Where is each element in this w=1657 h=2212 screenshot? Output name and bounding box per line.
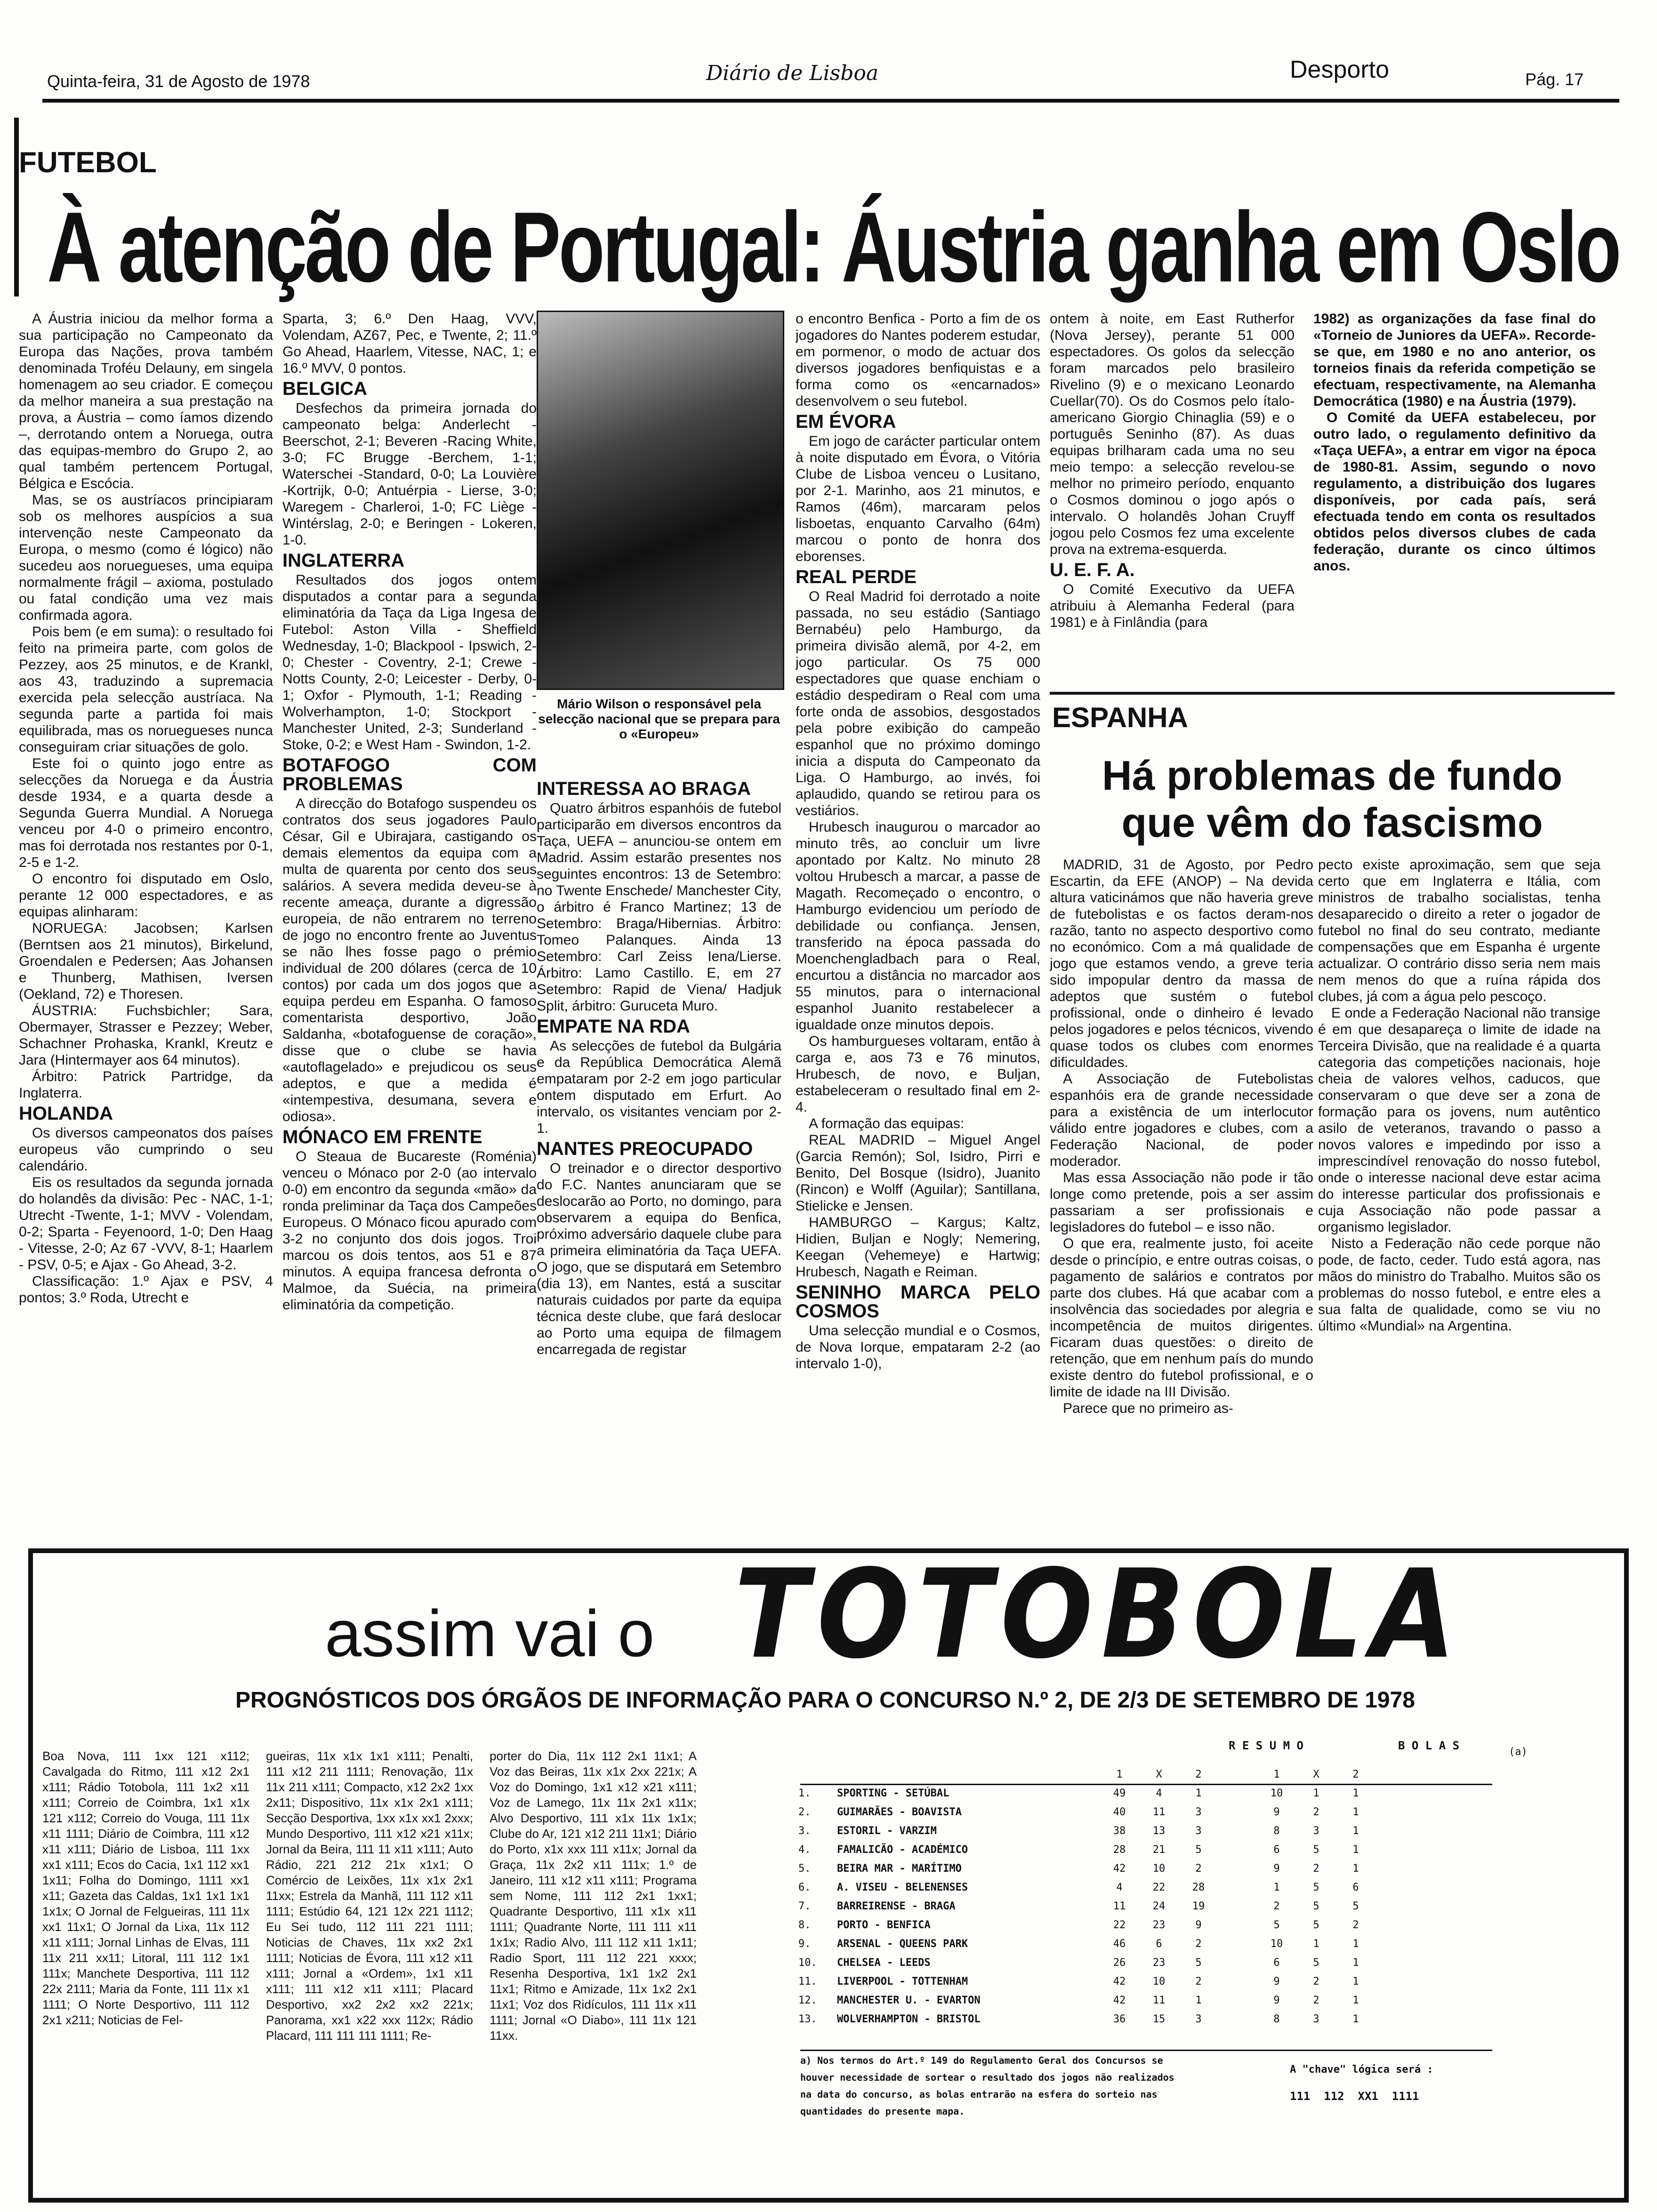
section-name: Desporto xyxy=(1290,56,1389,83)
bolas-x: 3 xyxy=(1313,2013,1319,2025)
bolas-1: 9 xyxy=(1273,1994,1280,2006)
spacer xyxy=(1061,1803,1100,1821)
resumo-2: 1 xyxy=(1195,1994,1202,2006)
paragraph: Eis os resultados da segunda jornada do holandês da divisão: Pec - NAC, 1-1; Utrecht -Twente, 1-1; MVV - Volendam, 0-2; Sparta - Feyenoord, 1-0; Den Haag - Vitesse, 2-0; Az 67 -VVV, 8-1; Haarlem - PSV, 0-5; e Ajax - Go Ahead, 3-2. xyxy=(19,1175,273,1273)
resumo-x: 21 xyxy=(1152,1843,1166,1856)
game-number: 9. xyxy=(798,1938,811,1950)
resumo-label: R E S U M O xyxy=(1229,1739,1303,1752)
table-row xyxy=(796,1878,1375,1897)
bolas-x: 5 xyxy=(1313,1956,1319,1969)
prognosticos-column-2: gueiras, 11x x1x 1x1 x111; Penalti, 111 x12 211 1111; Renovação, 11x 11x 211 x111; Compacto, x12 2x2 1xx 2x11; Dispositivo, 11x x1x 2x1 x111; Secção Desportiva, 1xx x1x xx1 2xxx; Mundo Desportivo, 111 x12 x21 x11x; Jornal da Beira, 111 11 x11 x111; Auto Rádio, 221 212 21x x1x1; O Comércio de Leixões, 11x x1x 2x1 11xx; Estrela da Manhã, 111 112 x11 1111; Estúdio 64, 121 12x 221 1112; Eu Sei tudo, 112 111 221 1111; Noticias de Chaves, 11x xx2 2x1 1111; Noticias de Évora, 111 x12 x11 x111; Jornal a «Ordem», 1x1 x11 x111; 111 x12 x11 x111; Placard Desportivo, xx2 2x2 xx2 221x; Panorama, xx1 x22 xxx 112x; Rádio Placard, 111 111 111 1111; Re- xyxy=(266,1749,473,2043)
game-teams: MANCHESTER U. - EVARTON xyxy=(837,1994,981,2006)
article-column-4 xyxy=(796,311,1040,1723)
col-header: X xyxy=(1156,1768,1162,1780)
subhead-botafogo: BOTAFOGO COM PROBLEMAS xyxy=(282,755,537,794)
bolas-2: 1 xyxy=(1352,1862,1359,1875)
bolas-2: 1 xyxy=(1352,1975,1359,1988)
paragraph: ontem à noite, em East Rutherfor (Nova Jersey), perante 51 000 espectadores. Os golos da selecção foram marcados pelo brasileiro Rivelino (9) e o mexicano Leonardo Cuellar(70). Os do Cosmos pelo ítalo-americano Giorgio Chinaglia (59) e o português Seninho (87). As duas equipas brilharam cada uma no seu meio tempo: a selecção revelou-se melhor no primeiro período, enquanto o Cosmos dominou o jogo após o intervalo. O holandês Johan Cruyff jogou pelo Cosmos fez uma excelente prova na extrema-esquerda. xyxy=(1050,311,1295,557)
table-header-row xyxy=(796,1765,1375,1784)
espanha-headline-2: que vêm do fascismo xyxy=(1121,799,1543,846)
table-row xyxy=(796,2010,1375,2028)
spacer xyxy=(1218,1859,1257,1878)
paragraph: REAL MADRID – Miguel Angel (Garcia Remón); Sol, Isidro, Pirri e Benito, Del Bosque (Isidro), Juanito (Rincon) e Wolff (Aguilar); Santillana, Stielicke e Jensen. xyxy=(796,1132,1040,1214)
spacer xyxy=(1218,1803,1257,1821)
resumo-2: 2 xyxy=(1195,1938,1202,1950)
issue-date: Quinta-feira, 31 de Agosto de 1978 xyxy=(47,72,310,91)
paragraph: Os hamburgueses voltaram, então à carga e, aos 73 e 76 minutos, Hrubesch, de novo, e Buljan, estabeleceram o resultado final em 2-4. xyxy=(796,1034,1040,1115)
paragraph: As selecções de futebol da Bulgária e da República Democrática Alemã empataram por 2-2 em jogo particular ontem disputado em Erfurt. Ao intervalo, os visitantes venciam por 2-1. xyxy=(537,1038,781,1136)
spacer xyxy=(1061,2010,1100,2028)
paragraph: 1982) as organizações da fase final do «Torneio de Juniores da UEFA». Recorde-se que, em 1980 e no ano anterior, os torneios finais da referida competição se efectuam, respectivamente, na Alemanha Democrática (1980) e na Áustria (1979). xyxy=(1313,311,1596,409)
resumo-1: 46 xyxy=(1113,1938,1126,1950)
col-header: 2 xyxy=(1352,1768,1359,1780)
spacer xyxy=(1061,1991,1100,2010)
game-number: 10. xyxy=(798,1956,817,1969)
chave-value: 111 112 XX1 1111 xyxy=(1290,2090,1419,2103)
paragraph: O Comité da UEFA estabeleceu, por outro lado, o regulamento definitivo da «Taça UEFA», a entrar em vigor na época de 1980-81. Assim, segundo o novo regulamento, a distribuição dos lugares disponíveis, por cada país, será efectuada tendo em conta os resultados obtidos pelos diversos clubes de cada federação, durante os cinco últimos anos. xyxy=(1313,410,1596,574)
spacer xyxy=(1061,1878,1100,1897)
resumo-x: 11 xyxy=(1152,1994,1166,2006)
resumo-x: 15 xyxy=(1152,2013,1166,2025)
paragraph: O encontro foi disputado em Oslo, perante 12 000 espectadores, e as equipas alinharam: xyxy=(19,871,273,920)
article-column-1 xyxy=(19,311,273,1723)
table-row xyxy=(796,1821,1375,1840)
espanha-headline-1: Há problemas de fundo xyxy=(1102,752,1562,799)
paragraph: Resultados dos jogos ontem disputados a contar para a segunda eliminatória da Taça da Liga Ingesa de Futebol: Aston Villa - Sheffield Wednesday, 1-0; Blackpool - Ipswich, 2-0; Chester - Coventry, 2-1; Crewe - Notts County, 2-0; Leicester - Derby, 0-1; Oxfor - Plymouth, 1-1; Reading - Wolverhampton, 1-0; Stockport - Manchester United, 2-3; Sunderland - Stoke, 0-2; e West Ham - Swindon, 1-2. xyxy=(282,572,537,753)
game-number: 7. xyxy=(798,1900,811,1912)
game-teams: FAMALICÃO - ACADÉMICO xyxy=(837,1843,968,1856)
resumo-2: 5 xyxy=(1195,1956,1202,1969)
game-teams: A. VISEU - BELENENSES xyxy=(837,1881,968,1893)
subhead-real: REAL PERDE xyxy=(796,567,917,587)
game-number: 5. xyxy=(798,1862,811,1875)
spacer xyxy=(1218,1840,1257,1859)
game-number: 3. xyxy=(798,1825,811,1837)
resumo-x: 10 xyxy=(1152,1862,1166,1875)
note-rule xyxy=(800,2050,1492,2051)
page-number: Pág. 17 xyxy=(1525,70,1584,89)
article-column-6 xyxy=(1313,311,1596,687)
bolas-x: 2 xyxy=(1313,1975,1319,1988)
note-marker: (a) xyxy=(1509,1746,1528,1758)
bolas-1: 10 xyxy=(1270,1787,1283,1799)
paragraph: Sparta, 3; 6.º Den Haag, VVV, Volendam, AZ67, Pec, e Twente, 2; 11.º Go Ahead, Haarlem, Vitesse, NAC, 1; e 16.º MVV, 0 pontos. xyxy=(282,311,537,376)
bolas-1: 10 xyxy=(1270,1938,1283,1950)
resumo-1: 4 xyxy=(1116,1881,1123,1893)
bolas-1: 6 xyxy=(1273,1956,1280,1969)
paragraph: A Áustria iniciou da melhor forma a sua participação no Campeonato da Europa das Nações, prova também denominada Troféu Delauny, em singela homenagem ao seu criador. E começou da melhor maneira a sua prestação na prova, a Áustria – como íamos dizendo –, derrotando ontem a Noruega, outra das equipas-membro do Grupo 2, ao qual também pertencem Portugal, Bélgica e Escócia. xyxy=(19,311,273,491)
table-row xyxy=(796,1991,1375,2010)
game-teams: CHELSEA - LEEDS xyxy=(837,1956,931,1969)
table-row xyxy=(796,1784,1375,1803)
paragraph: Desfechos da primeira jornada do campeonato belga: Anderlecht - Beerschot, 2-1; Beveren -Racing White, 3-0; FC Brugge -Berchem, 1-1; Waterschei -Standard, 0-0; La Louvière -Kortrijk, 0-0; Antuérpia - Lierse, 3-0; Waregem - Charleroi, 1-0; FC Liège - Wintérslag, 2-0; e Beringen - Lokeren, 1-0. xyxy=(282,401,537,548)
spacer xyxy=(1218,1972,1257,1991)
subhead-rda: EMPATE NA RDA xyxy=(537,1016,690,1037)
bolas-x: 1 xyxy=(1313,1787,1319,1799)
game-teams: LIVERPOOL - TOTTENHAM xyxy=(837,1975,968,1988)
game-number: 8. xyxy=(798,1919,811,1931)
bolas-1: 8 xyxy=(1273,2013,1280,2025)
spacer xyxy=(1061,1934,1100,1953)
subhead-belgica: BELGICA xyxy=(282,378,367,399)
paragraph: A Associação de Futebolistas espanhóis era de grande necessidade para a existência de um interlocutor válido entre jogadores e clubes, com a Federação Nacional, de poder moderador. xyxy=(1050,1071,1313,1169)
prognosticos-column-3: porter do Dia, 11x 112 2x1 11x1; A Voz das Beiras, 11x x1x 2xx 221x; A Voz do Domingo, 1x1 x12 x21 x111; Voz de Lamego, 11x 11x 2x1 x11x; Alvo Desportivo, 111 x1x 11x 1x1x; Clube do Ar, 121 x12 211 11x1; Diário do Porto, x1x xxx 111 x11x; Jornal da Graça, 11x 2x2 x11 111x; 1.º de Janeiro, 111 x12 x11 x111; Programa sem Nome, 111 112 2x1 1xx1; Quadrante Desportivo, 111 x1x x11 1111; Quadrante Norte, 111 111 x11 1x1x; Radio Alvo, 111 112 x11 1x11; Radio Sport, 111 112 221 xxxx; Resenha Desportiva, 1x1 1x2 2x1 11x1; Ritmo e Amizade, 11x 1x2 2x1 11x1; Voz dos Ridículos, 111 11x x11 1111; Jornal «O Diabo», 111 11x 121 11xx. xyxy=(490,1749,697,2043)
game-number: 4. xyxy=(798,1843,811,1856)
resumo-2: 3 xyxy=(1195,1806,1202,1818)
table-row xyxy=(796,1897,1375,1915)
bolas-1: 8 xyxy=(1273,1825,1280,1837)
table-row xyxy=(796,1915,1375,1934)
resumo-1: 26 xyxy=(1113,1956,1126,1969)
game-teams: PORTO - BENFICA xyxy=(837,1919,931,1931)
resumo-1: 38 xyxy=(1113,1825,1126,1837)
portrait-photo xyxy=(537,311,784,690)
paragraph: Parece que no primeiro as- xyxy=(1063,1401,1233,1416)
resumo-x: 23 xyxy=(1152,1956,1166,1969)
spacer xyxy=(1061,1897,1100,1915)
section-label-futebol: FUTEBOL xyxy=(19,146,157,179)
resumo-1: 42 xyxy=(1113,1862,1126,1875)
table-row xyxy=(796,1859,1375,1878)
article-column-5 xyxy=(1050,311,1295,687)
game-teams: BARREIRENSE - BRAGA xyxy=(837,1900,956,1912)
spacer xyxy=(1218,1784,1257,1803)
resumo-table xyxy=(796,1765,1375,2028)
paragraph: Quatro árbitros espanhóis de futebol participarão em diversos encontros da Taça, UEFA – anunciou-se ontem em Madrid. Assim estarão presentes nos seguintes encontros: 13 de Setembro: no Twente Enschede/ Manchester City, o árbitro é Franco Martinez; 13 de Setembro: Braga/Hibernias. Árbitro: Tomeo Palanques. Ainda 13 Setembro: Carl Zeiss Iena/Lierse. Árbitro: Lamo Castillo. E, em 27 Setembro: Rapid de Viena/ Hadjuk Split, árbitro: Guruceta Muro. xyxy=(537,801,781,1014)
spacer xyxy=(1218,1934,1257,1953)
bolas-2: 5 xyxy=(1352,1900,1359,1912)
col-header: X xyxy=(1313,1768,1319,1780)
spacer xyxy=(1061,1953,1100,1972)
subhead-braga: INTERESSA AO BRAGA xyxy=(537,778,751,799)
resumo-1: 40 xyxy=(1113,1806,1126,1818)
table-rule xyxy=(800,1784,1492,1785)
table-row xyxy=(796,1972,1375,1991)
paragraph: Nisto a Federação não cede porque não pode, de facto, ceder. Tudo está agora, nas mãos do ministro do Trabalho. Muitos são os problemas do nosso futebol, e entre eles a sua falta de qualidade, como se viu no último «Mundial» na Argentina. xyxy=(1318,1236,1601,1334)
game-teams: GUIMARÃES - BOAVISTA xyxy=(837,1806,962,1818)
resumo-2: 5 xyxy=(1195,1843,1202,1856)
resumo-2: 28 xyxy=(1192,1881,1205,1893)
game-number: 13. xyxy=(798,2013,817,2025)
masthead: Diário de Lisboa xyxy=(706,61,879,85)
spacer xyxy=(1061,1915,1100,1934)
bolas-2: 1 xyxy=(1352,2013,1359,2025)
article-column-2 xyxy=(282,311,537,1723)
paragraph: MADRID, 31 de Agosto, por Pedro Escartin, da EFE (ANOP) – Na devida altura vaticinámos que não haveria greve de futebolistas e os factos deram-nos razão, tanto no aspecto desportivo como no económico. Com a má qualidade de jogo que estamos vendo, a greve teria sido impopular dentro da massa de adeptos que sustém o futebol profissional, onde o dinheiro é levado pelos jogadores e pelos técnicos, vivendo quase todos os clubes com enormes dificuldades. xyxy=(1050,857,1313,1070)
table-row xyxy=(796,1840,1375,1859)
paragraph: O Real Madrid foi derrotado a noite passada, no seu estádio (Santiago Bernabéu) pelo Hamburgo, da primeira divisão alemã, por 4-2, em jogo particular. Os 75 000 espectadores que quase enchiam o estádio despediram o Real com uma forte onda de assobios, desgostados pela pobre exibição do campeão espanhol que no próximo domingo inicia a disputa do Campeonato da Liga. O Hamburgo, ao invés, foi aplaudido, quando se retirou para os vestiários. xyxy=(796,589,1040,818)
resumo-x: 23 xyxy=(1152,1919,1166,1931)
paragraph: Este foi o quinto jogo entre as selecções da Noruega e da Áustria desde 1934, e a quarta desde a Segunda Guerra Mundial. A Noruega venceu por 4-0 o primeiro encontro, mas foi derrotada nos restantes por 0-1, 2-5 e 1-2. xyxy=(19,756,273,870)
subhead-inglaterra: INGLATERRA xyxy=(282,550,405,571)
resumo-2: 3 xyxy=(1195,2013,1202,2025)
bolas-2: 1 xyxy=(1352,1938,1359,1950)
game-number: 12. xyxy=(798,1994,817,2006)
col-header: 2 xyxy=(1195,1768,1202,1780)
prognosticos-column-1: Boa Nova, 111 1xx 121 x112; Cavalgada do Ritmo, 111 x12 2x1 x111; Rádio Totobola, 111 1x2 x11 x111; Correio de Coimbra, 1x1 x1x 121 x112; Correio do Vouga, 111 11x x11 1111; Diário de Coimbra, 111 x12 x11 x111; Diário de Lisboa, 111 1xx xx1 x111; Ecos do Cacia, 1x1 112 xx1 1x11; Folha do Domingo, 1111 xx1 x11; Gazeta das Caldas, 1x1 1x1 1x1 1x1x; O Jornal de Felgueiras, 111 11x xx1 11x1; O Jornal da Lixa, 11x 112 x11 x111; Jornal Linhas de Elvas, 111 11x 211 xx11; Litoral, 111 112 1x1 111x; Manchete Desportiva, 111 112 22x 2111; Maria da Fonte, 111 11x x1 1111; O Norte Desportivo, 111 112 2x1 x211; Noticias de Fel- xyxy=(42,1749,249,2027)
totobola-prefix: assim vai o xyxy=(325,1596,655,1670)
bolas-1: 6 xyxy=(1273,1843,1280,1856)
paragraph: Os diversos campeonatos dos países europeus vão cumprindo o seu calendário. xyxy=(19,1125,273,1174)
paragraph: Árbitro: Patrick Partridge, da Inglaterra. xyxy=(19,1069,273,1101)
paragraph: O treinador e o director desportivo do F.C. Nantes anunciaram que se deslocarão ao Porto, no domingo, para observarem a equipa do Benfica, próximo adversário daquele clube para a primeira eliminatória da Taça UEFA. O jogo, que se disputará em Setembro (dia 13), em Nantes, está a suscitar naturais cuidados por parte da equipa técnica deste clube, que fará deslocar ao Porto uma equipa de filmagem encarregada de registar xyxy=(537,1161,781,1357)
resumo-2: 19 xyxy=(1192,1900,1205,1912)
resumo-1: 42 xyxy=(1113,1975,1126,1988)
paragraph: Em jogo de carácter particular ontem à noite disputado em Évora, o Vitória Clube de Lisboa venceu o Lusitano, por 2-1. Marinho, aos 21 minutos, e Ramos (46m), marcaram pelos lisboetas, enquanto Carvalho (64m) marcou o ponto de honra dos eborenses. xyxy=(796,433,1040,564)
resumo-grid xyxy=(796,1765,1375,2028)
resumo-2: 2 xyxy=(1195,1862,1202,1875)
game-teams: BEIRA MAR - MARÍTIMO xyxy=(837,1862,962,1875)
bolas-1: 5 xyxy=(1273,1919,1280,1931)
subhead-cosmos: SENINHO MARCA PELO COSMOS xyxy=(796,1282,1040,1322)
subhead-holanda: HOLANDA xyxy=(19,1103,113,1124)
game-number: 1. xyxy=(798,1787,811,1799)
game-teams: WOLVERHAMPTON - BRISTOL xyxy=(837,2013,981,2025)
paragraph: HAMBURGO – Kargus; Kaltz, Hidien, Buljan e Nogly; Nemering, Keegan (Vehemeye) e Hartwig; Hrubesch, Nagath e Reiman. xyxy=(796,1215,1040,1280)
section-label-espanha: ESPANHA xyxy=(1052,702,1188,733)
resumo-1: 22 xyxy=(1113,1919,1126,1931)
resumo-1: 36 xyxy=(1113,2013,1126,2025)
paragraph: O Steaua de Bucareste (Roménia) venceu o Mónaco por 2-0 (ao intervalo 0-0) em encontro da segunda «mão» da ronda preliminar da Taça dos Campeões Europeus. O Mónaco ficou apurado com 3-2 no conjunto dos dois jogos. Troi marcou os dois tentos, aos 51 e 87 minutos. A equipa francesa defronta o Malmoe, da Suécia, na primeira eliminatória da competição. xyxy=(282,1149,537,1313)
bolas-1: 9 xyxy=(1273,1975,1280,1988)
bolas-2: 1 xyxy=(1352,1825,1359,1837)
spacer xyxy=(1218,1897,1257,1915)
paragraph: Hrubesch inaugurou o marcador ao minuto três, ao concluir um livre apontado por Kaltz. No minuto 28 voltou Hrubesch a marcar, a passe de Magath. Recomeçado o encontro, o Hamburgo evidenciou um período de debilidade ou confiança. Jensen, transferido na época passada do Moenchengladbach para o Real, encurtou a distância no marcador aos 55 minutos, para o internacional espanhol Juanito restabelecer a igualdade onze minutos depois. xyxy=(796,819,1040,1033)
bolas-2: 1 xyxy=(1352,1843,1359,1856)
spacer xyxy=(1061,1821,1100,1840)
paragraph: NORUEGA: Jacobsen; Karlsen (Berntsen aos 21 minutos), Birkelund, Groendalen e Pedersen; Aas Johansen e Thunberg, Mathisen, Iversen (Oekland, 72) e Thoresen. xyxy=(19,921,273,1002)
resumo-1: 42 xyxy=(1113,1994,1126,2006)
paragraph: Pois bem (e em suma): o resultado foi feito na primeira parte, com golos de Pezzey, aos 25 minutos, e de Krankl, aos 43, traduzindo a supremacia exercida pela selecção austríaca. Na segunda parte a partida foi mais equilibrada, mas os noruegueses nunca conseguiram criar situações de golo. xyxy=(19,624,273,755)
paragraph: pecto existe aproximação, sem que seja certo que em Inglaterra e Itália, com ministros de trabalho socialistas, tenha desaparecido o direito a reter o jogador de futebol no final do seu contrato, mediante compensações que em Espanha é urgente actualizar. O contrário disso seria nem mais nem menos do que a ruína rápida dos clubes, já com a água pelo pescoço. xyxy=(1318,857,1601,1004)
resumo-2: 1 xyxy=(1195,1787,1202,1799)
table-row xyxy=(796,1803,1375,1821)
spacer xyxy=(1218,1953,1257,1972)
totobola-subtitle: PROGNÓSTICOS DOS ÓRGÃOS DE INFORMAÇÃO PARA O CONCURSO N.º 2, DE 2/3 DE SETEMBRO DE 1978 xyxy=(235,1688,1415,1713)
resumo-2: 9 xyxy=(1195,1919,1202,1931)
paragraph: ÁUSTRIA: Fuchsbichler; Sara, Obermayer, Strasser e Pezzey; Weber, Schachner Prohaska, Krankl, Kreutz e Jara (Hintermayer aos 64 minutos). xyxy=(19,1003,273,1068)
spacer xyxy=(1061,1784,1100,1803)
paragraph: A formação das equipas: xyxy=(809,1116,965,1131)
bolas-2: 2 xyxy=(1352,1919,1359,1931)
resumo-x: 10 xyxy=(1152,1975,1166,1988)
subhead-monaco: MÓNACO EM FRENTE xyxy=(282,1127,483,1147)
bolas-x: 2 xyxy=(1313,1806,1319,1818)
col-header: 1 xyxy=(1116,1768,1123,1780)
table-row xyxy=(796,1934,1375,1953)
game-number: 6. xyxy=(798,1881,811,1893)
table-row xyxy=(796,1953,1375,1972)
bolas-1: 1 xyxy=(1273,1881,1280,1893)
bolas-1: 2 xyxy=(1273,1900,1280,1912)
bolas-2: 6 xyxy=(1352,1881,1359,1893)
bolas-2: 1 xyxy=(1352,1956,1359,1969)
spacer xyxy=(1218,1821,1257,1840)
chave-label: A "chave" lógica será : xyxy=(1290,2064,1433,2076)
spacer xyxy=(1061,1840,1100,1859)
header-rule xyxy=(42,99,1619,103)
paragraph: Mas, se os austríacos principiaram sob os melhores auspícios a sua intervenção neste Campeonato da Europa, o mesmo (como é lógico) não sucedeu aos noruegueses, uma equipa normalmente frágil – axioma, postulado ou fatal condição uma vez mais confirmada agora. xyxy=(19,492,273,623)
spacer xyxy=(1218,2010,1257,2028)
paragraph: o encontro Benfica - Porto a fim de os jogadores do Nantes poderem estudar, em pormenor, o modo de actuar dos diversos jogadores benfiquistas e a forma como os «encarnados» desenvolvem o seu futebol. xyxy=(796,311,1040,409)
resumo-1: 49 xyxy=(1113,1787,1126,1799)
paragraph: O que era, realmente justo, foi aceite desde o princípio, e entre outras coisas, o pagamento de salários e contratos por parte dos clubes. Há que acabar com a insolvência das sociedades por alegria e incompetência de muitos dirigentes. Ficaram duas questões: o direito de retenção, que em nenhum país do mundo existe dentro do futebol profissional, e o limite de idade na III Divisão. xyxy=(1050,1236,1313,1400)
totobola-logo: TOTOBOLA xyxy=(734,1544,1464,1686)
paragraph: O Comité Executivo da UEFA atribuiu à Alemanha Federal (para 1981) e à Finlândia (para xyxy=(1050,582,1295,630)
game-teams: SPORTING - SETÚBAL xyxy=(837,1787,949,1799)
game-number: 2. xyxy=(798,1806,811,1818)
spacer xyxy=(1218,1991,1257,2010)
paragraph: A direcção do Botafogo suspendeu os contratos dos seus jogadores Paulo César, Gil e Ubirajara, castigando os demais elementos da equipa com a multa de quarenta por cento dos seus salários. A severa medida deveu-se à recente ameaça, durante a digressão europeia, de não entrarem no terreno de jogo no encontro frente ao Juventus se não lhes fosse pago o prémio individual de 200 dólares (cerca de 10 contos) por cada um dos jogos que a equipa perdeu em Espanha. O famoso comentarista desportivo, João Saldanha, «botafoguense de coração», disse que o clube se havia «autoflagelado» e prejudicou os seus adeptos, e que a medida é «intempestiva, desumana, severa e odiosa». xyxy=(282,796,537,1124)
game-teams: ARSENAL - QUEENS PARK xyxy=(837,1938,968,1950)
resumo-1: 28 xyxy=(1113,1843,1126,1856)
bolas-x: 2 xyxy=(1313,1862,1319,1875)
sorteio-note: a) Nos termos do Art.º 149 do Regulamento Geral dos Concursos se houver necessidade de sortear o resultado dos jogos não realizados na data do concurso, as bolas entrarão na esfera do sorteio nas quantidades do presente mapa. xyxy=(800,2055,1174,2117)
paragraph: Uma selecção mundial e o Cosmos, de Nova Iorque, empataram 2-2 (ao intervalo 1-0), xyxy=(796,1323,1040,1371)
resumo-x: 4 xyxy=(1156,1787,1162,1799)
paragraph: E onde a Federação Nacional não transige é em que desapareça o limite de idade na Terceira Divisão, que na realidade é a quarta categoria das competições nacionais, hoje cheia de valores velhos, caducos, que conservaram o que deve ser a zona de formação para os jovens, num autêntico asilo de veteranos, travando o passo a novos valores e impedindo por isso a imprescindível renovação do nosso futebol, onde o interesse nacional deve estar acima do interesse particular dos profissionais e cuja Associação não pode passar a organismo legislador. xyxy=(1318,1005,1601,1235)
bolas-2: 1 xyxy=(1352,1787,1359,1799)
subhead-nantes: NANTES PREOCUPADO xyxy=(537,1138,753,1159)
resumo-x: 13 xyxy=(1152,1825,1166,1837)
resumo-x: 11 xyxy=(1152,1806,1166,1818)
resumo-x: 24 xyxy=(1152,1900,1166,1912)
spacer xyxy=(1061,1972,1100,1991)
bolas-1: 9 xyxy=(1273,1862,1280,1875)
bolas-x: 2 xyxy=(1313,1994,1319,2006)
spacer xyxy=(1218,1915,1257,1934)
bolas-1: 9 xyxy=(1273,1806,1280,1818)
bolas-x: 5 xyxy=(1313,1919,1319,1931)
bolas-x: 3 xyxy=(1313,1825,1319,1837)
col-header: 1 xyxy=(1273,1768,1280,1780)
paragraph: Classificação: 1.º Ajax e PSV, 4 pontos; 3.º Roda, Utrecht e xyxy=(19,1274,273,1306)
resumo-x: 22 xyxy=(1152,1881,1166,1893)
espanha-rule xyxy=(1050,692,1615,695)
resumo-2: 3 xyxy=(1195,1825,1202,1837)
resumo-x: 6 xyxy=(1156,1938,1162,1950)
game-number: 11. xyxy=(798,1975,817,1988)
resumo-1: 11 xyxy=(1113,1900,1126,1912)
bolas-label: B O L A S xyxy=(1398,1739,1460,1752)
subhead-evora: EM ÉVORA xyxy=(796,411,896,432)
game-teams: ESTORIL - VARZIM xyxy=(837,1825,937,1837)
bolas-x: 1 xyxy=(1313,1938,1319,1950)
main-headline: À atenção de Portugal: Áustria ganha em Oslo xyxy=(47,191,1619,303)
spacer xyxy=(1218,1878,1257,1897)
bolas-x: 5 xyxy=(1313,1881,1319,1893)
subhead-uefa: U. E. F. A. xyxy=(1050,560,1135,580)
bolas-x: 5 xyxy=(1313,1900,1319,1912)
spacer xyxy=(1061,1859,1100,1878)
left-rule xyxy=(14,118,19,297)
paragraph: Mas essa Associação não pode ir tão longe como pretende, pois a ser assim passariam a ser profissionais e legisladores do futebol – e isso não. xyxy=(1050,1170,1313,1235)
photo-caption: Mário Wilson o responsável pela selecção nacional que se prepara para o «Europeu» xyxy=(538,697,780,741)
bolas-2: 1 xyxy=(1352,1806,1359,1818)
bolas-x: 5 xyxy=(1313,1843,1319,1856)
bolas-2: 1 xyxy=(1352,1994,1359,2006)
resumo-2: 2 xyxy=(1195,1975,1202,1988)
